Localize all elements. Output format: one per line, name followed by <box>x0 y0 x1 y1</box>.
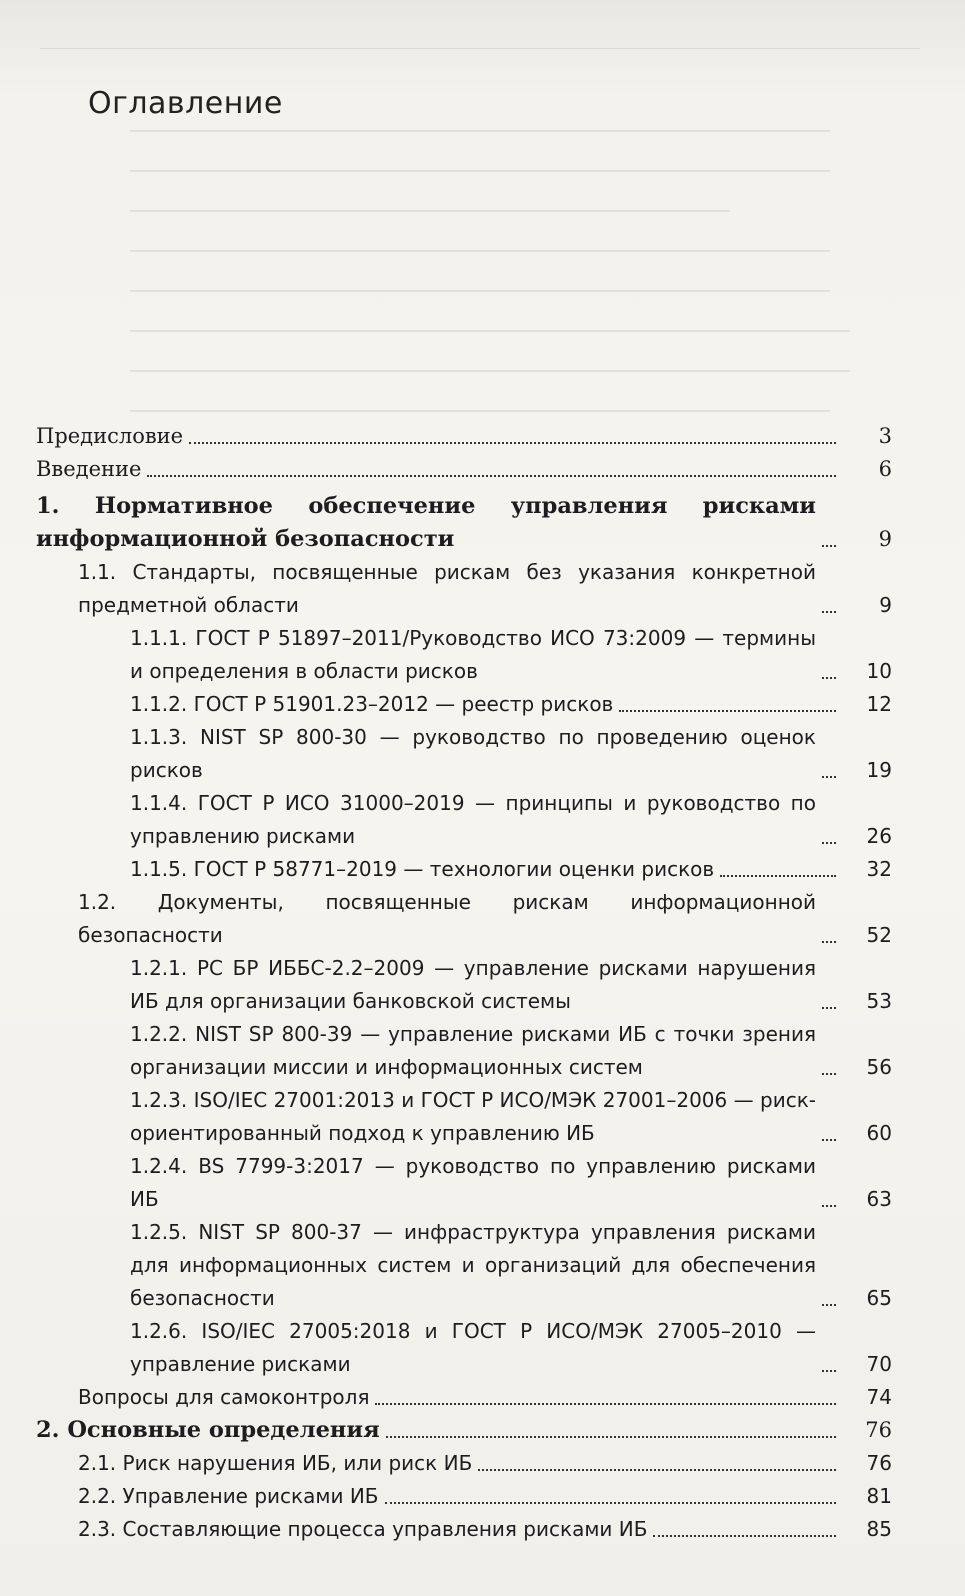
toc-page-number: 10 <box>866 659 892 683</box>
bleed-through-line <box>130 230 830 252</box>
bleed-through-line <box>130 390 830 412</box>
toc-page-number: 52 <box>866 923 892 947</box>
toc-entry <box>36 1480 892 1513</box>
toc-page-number: 32 <box>866 857 892 881</box>
toc-page-number: 74 <box>866 1385 892 1409</box>
toc-entry <box>36 1018 892 1084</box>
toc-entry <box>36 1084 892 1150</box>
toc-page-number: 12 <box>866 692 892 716</box>
toc-entry-title: 1.2.1. РС БР ИББС-2.2–2009 — управление рисками нарушения ИБ для организации банковской системы <box>130 956 816 1013</box>
toc-entry <box>36 622 892 688</box>
toc-entry <box>36 556 892 622</box>
toc-leader-dots <box>822 1369 836 1372</box>
bleed-through-line <box>130 310 850 332</box>
toc-entry <box>36 1216 892 1315</box>
toc-leader-dots <box>822 1138 836 1141</box>
toc-page-number: 63 <box>866 1187 892 1211</box>
toc-leader-dots <box>822 610 836 613</box>
toc-entry-title: 1.1.1. ГОСТ Р 51897–2011/Руководство ИСО 73:2009 — термины и определения в области рисков <box>130 626 816 683</box>
toc-leader-dots <box>822 940 836 943</box>
toc-page-number: 3 <box>878 424 892 448</box>
toc-entry-title: 1.1.5. ГОСТ Р 58771–2019 — технологии оценки рисков <box>130 857 715 881</box>
toc-entry <box>36 1381 892 1414</box>
toc-entry-title: 2.2. Управление рисками ИБ <box>78 1484 379 1508</box>
toc-entry <box>36 1315 892 1381</box>
toc-leader-dots <box>720 874 836 877</box>
toc-leader-dots <box>478 1468 836 1471</box>
toc-entry-title: 1.1. Стандарты, посвященные рискам без указания конкретной предметной области <box>78 560 816 617</box>
toc-page-number: 76 <box>866 1451 892 1475</box>
toc-entry-title: 1.2. Документы, посвященные рискам информационной безопасности <box>78 890 816 947</box>
toc-page-number: 53 <box>866 989 892 1013</box>
toc-page-number: 26 <box>866 824 892 848</box>
toc-entry <box>36 952 892 1018</box>
toc-page-number: 81 <box>866 1484 892 1508</box>
toc-leader-dots <box>822 841 836 844</box>
toc-entry <box>36 721 892 787</box>
toc-page-number: 56 <box>866 1055 892 1079</box>
toc-leader-dots <box>147 474 836 477</box>
toc-page-number: 85 <box>866 1517 892 1541</box>
toc-leader-dots <box>822 1303 836 1306</box>
header-rule <box>40 48 920 49</box>
toc-entry-title: Введение <box>36 457 142 481</box>
toc-entry <box>36 688 892 721</box>
toc-entry-title: Предисловие <box>36 424 184 448</box>
toc-page-number: 76 <box>865 1418 892 1442</box>
bleed-through-line <box>130 190 730 212</box>
toc-leader-dots <box>822 1072 836 1075</box>
toc-entry-title: 1.2.6. ISO/IEC 27005:2018 и ГОСТ Р ИСО/МЭК 27005–2010 — управление рисками <box>130 1319 816 1376</box>
toc-entry-title: 1.2.4. BS 7799-3:2017 — руководство по управлению рисками ИБ <box>130 1154 816 1211</box>
toc-entry-title: 1.2.3. ISO/IEC 27001:2013 и ГОСТ Р ИСО/МЭК 27001–2006 — риск-ориентированный подход к управлению ИБ <box>130 1088 816 1145</box>
toc-page-number: 9 <box>879 593 892 617</box>
toc-leader-dots <box>822 676 836 679</box>
toc-entry-title: 1. Нормативное обеспечение управления рисками информационной безопасности <box>36 493 816 552</box>
toc-entry <box>36 1150 892 1216</box>
toc-entry-title: 1.2.5. NIST SP 800-37 — инфраструктура управления рисками для информационных систем и организаций для обеспечения безопасности <box>130 1220 816 1310</box>
bleed-through-line <box>130 350 850 372</box>
page-title: Оглавление <box>88 86 283 121</box>
toc-entry <box>36 1447 892 1480</box>
toc-entry-title: 2. Основные определения <box>36 1417 380 1443</box>
toc-entry-title: 1.2.2. NIST SP 800-39 — управление рисками ИБ с точки зрения организации миссии и информационных систем <box>130 1022 816 1079</box>
toc-page-number: 9 <box>878 527 892 551</box>
table-of-contents <box>36 420 892 1546</box>
toc-page-number: 60 <box>866 1121 892 1145</box>
toc-leader-dots <box>619 709 836 712</box>
toc-entry-title: 1.1.3. NIST SP 800-30 — руководство по проведению оценок рисков <box>130 725 816 782</box>
toc-entry-title: 1.1.2. ГОСТ Р 51901.23–2012 — реестр рисков <box>130 692 614 716</box>
toc-entry-title: 1.1.4. ГОСТ Р ИСО 31000–2019 — принципы и руководство по управлению рисками <box>130 791 816 848</box>
toc-leader-dots <box>822 544 836 547</box>
toc-entry-title: Вопросы для самоконтроля <box>78 1385 370 1409</box>
toc-page-number: 70 <box>866 1352 892 1376</box>
bleed-through-line <box>130 150 830 172</box>
bleed-through-line <box>130 270 830 292</box>
toc-leader-dots <box>386 1435 836 1438</box>
toc-leader-dots <box>822 1006 836 1009</box>
toc-leader-dots <box>822 1204 836 1207</box>
toc-entry <box>36 886 892 952</box>
toc-leader-dots <box>385 1501 837 1504</box>
toc-page-number: 6 <box>878 457 892 481</box>
toc-entry <box>36 490 892 556</box>
toc-leader-dots <box>822 775 836 778</box>
toc-entry-title: 2.1. Риск нарушения ИБ, или риск ИБ <box>78 1451 473 1475</box>
toc-leader-dots <box>375 1402 836 1405</box>
toc-entry <box>36 853 892 886</box>
toc-entry <box>36 420 892 453</box>
toc-entry <box>36 787 892 853</box>
toc-page-number: 65 <box>866 1286 892 1310</box>
toc-entry <box>36 453 892 486</box>
toc-leader-dots <box>189 441 836 444</box>
toc-page-number: 19 <box>866 758 892 782</box>
toc-entry-title: 2.3. Составляющие процесса управления рисками ИБ <box>78 1517 648 1541</box>
toc-entry <box>36 1513 892 1546</box>
toc-leader-dots <box>653 1534 836 1537</box>
toc-entry <box>36 1414 892 1447</box>
